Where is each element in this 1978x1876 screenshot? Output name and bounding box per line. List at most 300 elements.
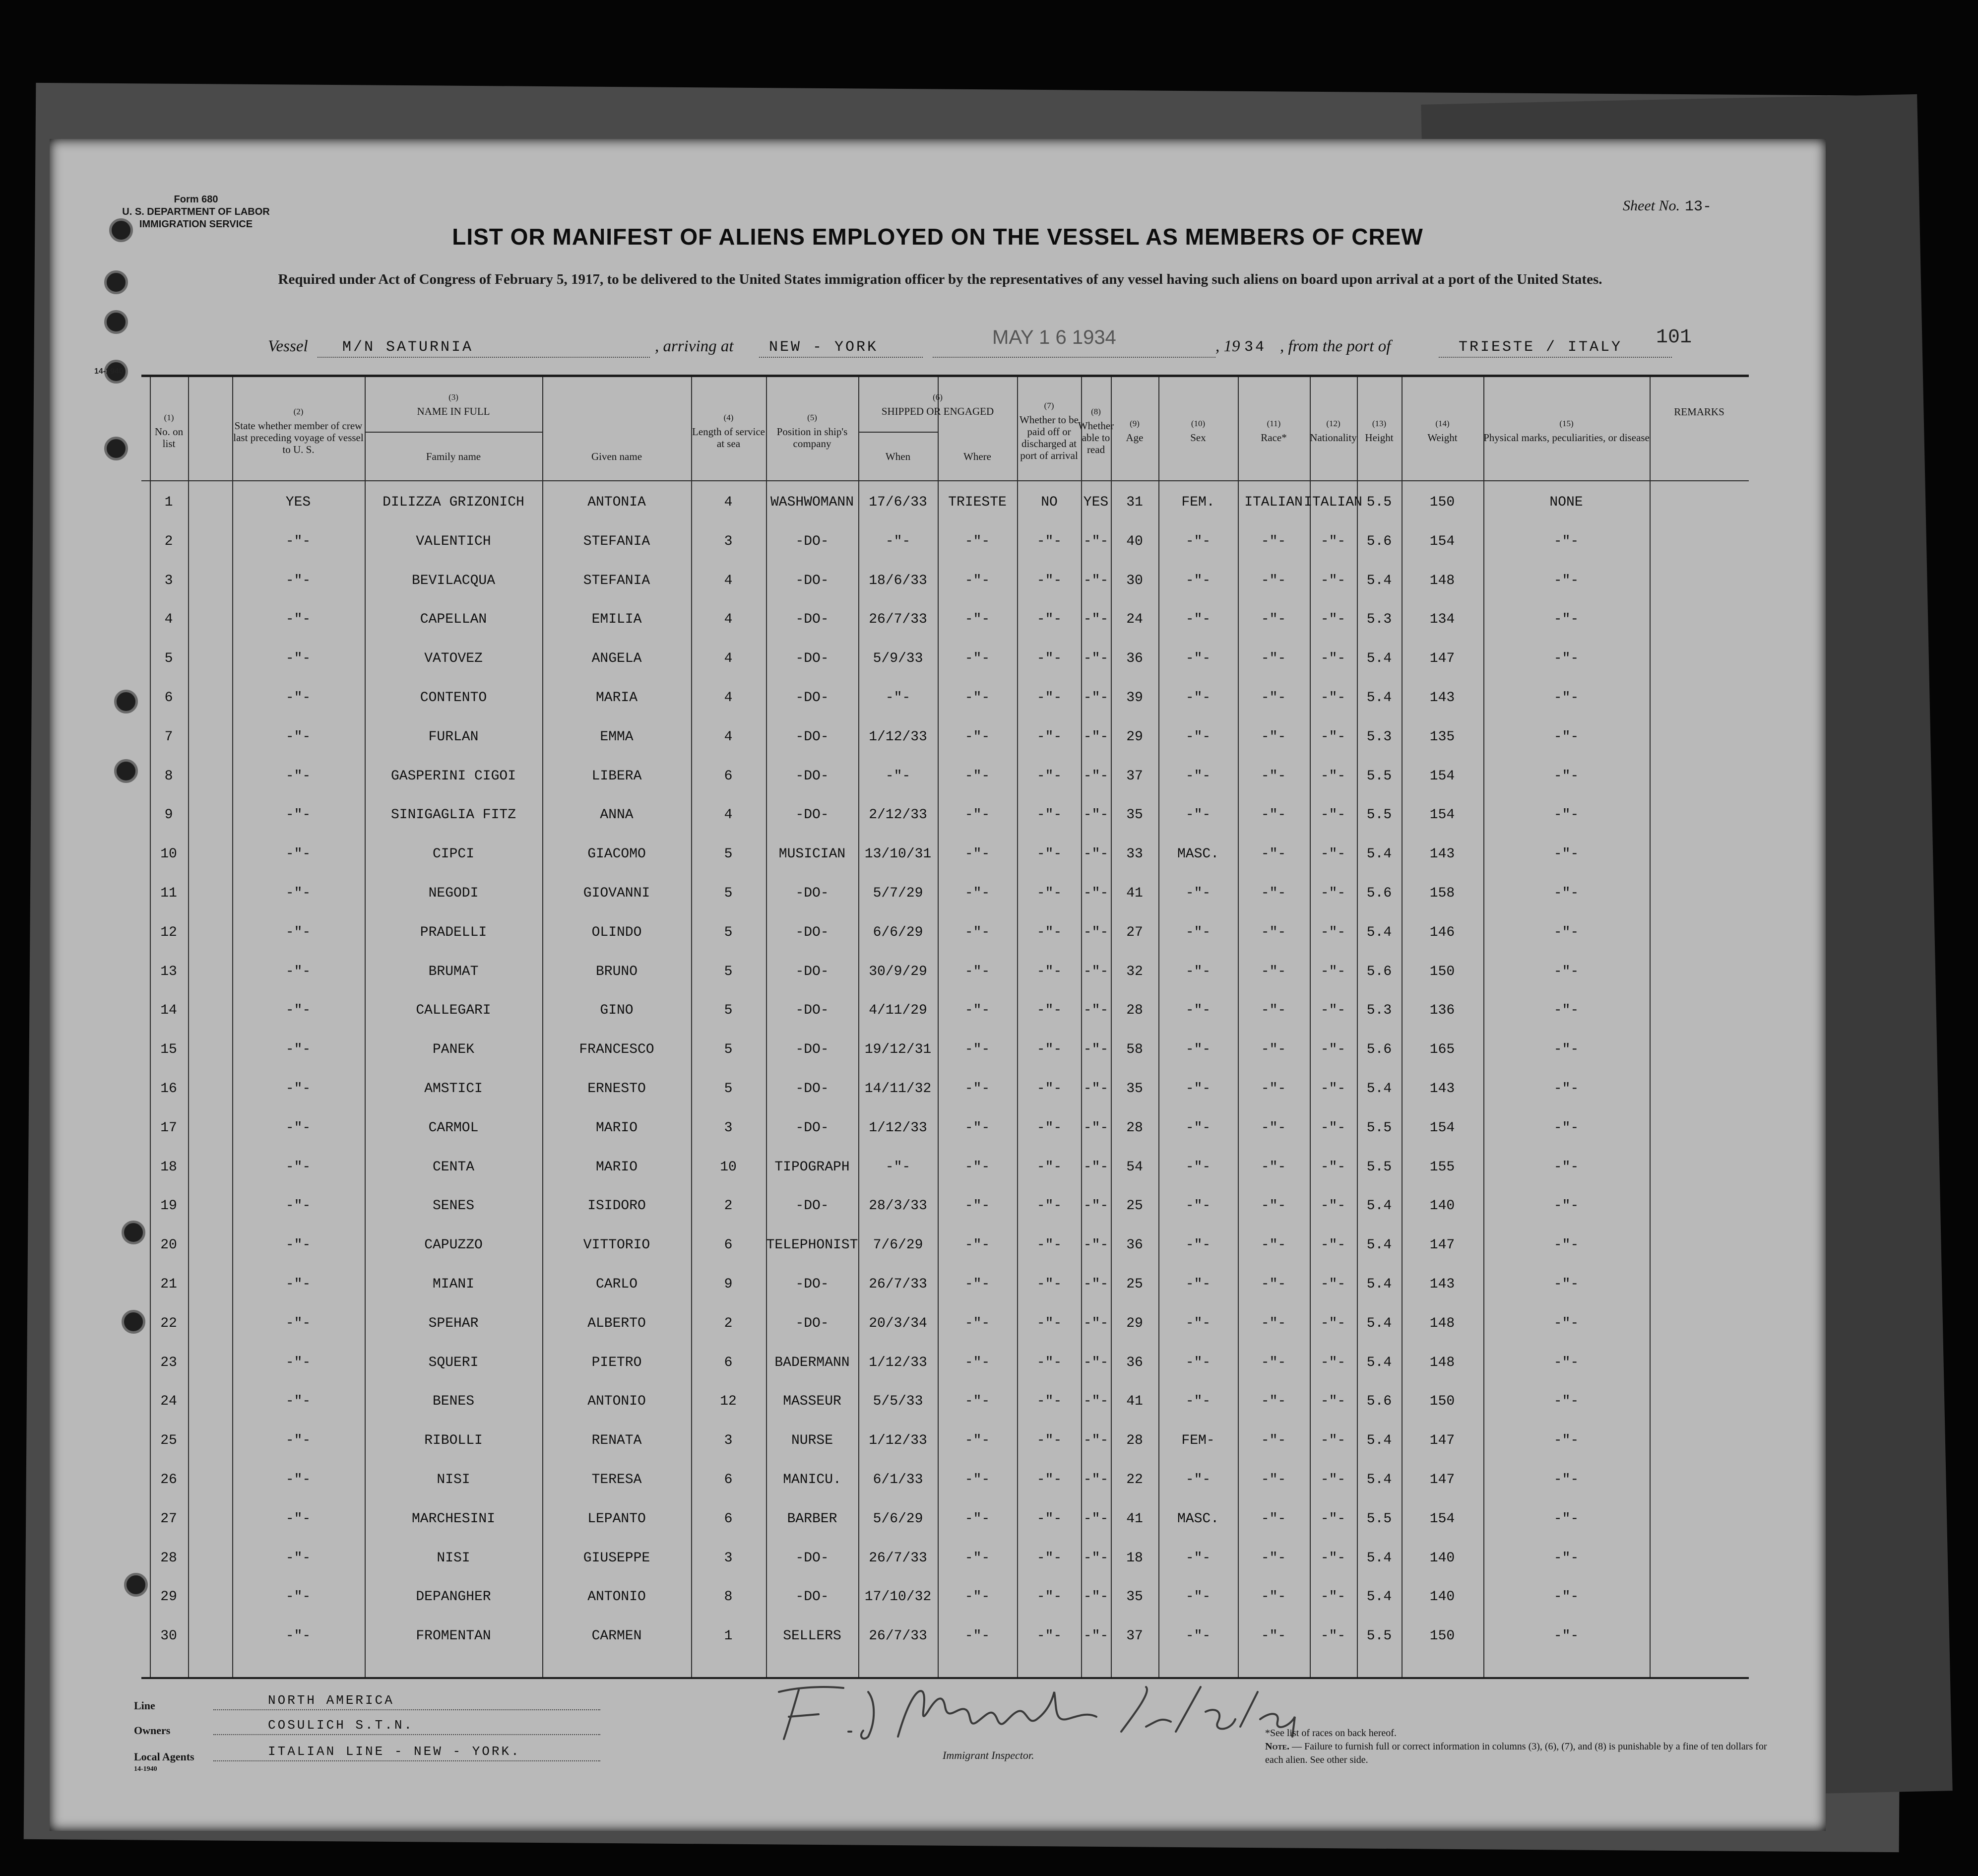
cell-weight: 154 — [1429, 768, 1455, 784]
arriving-port: NEW - YORK — [769, 339, 879, 356]
cell-length-of-service: 3 — [724, 1120, 733, 1136]
table-row — [141, 1187, 1749, 1226]
cell-given-name: ERNESTO — [587, 1081, 646, 1097]
cell-previous-voyage: -"- — [285, 1511, 311, 1527]
cell-nationality: -"- — [1320, 1277, 1346, 1292]
cell-age: 30 — [1126, 573, 1143, 588]
cell-physical-marks: -"- — [1553, 964, 1579, 979]
cell-shipped-when: 1/12/33 — [869, 1355, 927, 1370]
header-physical-marks: (15) Physical marks, peculiarities, or disease — [1483, 418, 1650, 444]
cell-paid-off: -"- — [1036, 612, 1062, 628]
cell-length-of-service: 4 — [724, 651, 733, 667]
header-height: (13) Height — [1365, 418, 1394, 444]
cell-weight: 150 — [1429, 495, 1455, 510]
cell-height: 5.6 — [1366, 886, 1392, 901]
cell-family-name: FROMENTAN — [416, 1628, 491, 1644]
cell-family-name: CARMOL — [428, 1120, 479, 1136]
cell-sex: -"- — [1185, 1628, 1211, 1644]
cell-height: 5.4 — [1366, 651, 1392, 667]
cell-height: 5.3 — [1366, 1003, 1392, 1019]
cell-length-of-service: 5 — [724, 1081, 733, 1097]
cell-sex: -"- — [1185, 886, 1211, 901]
cell-given-name: ANNA — [600, 807, 634, 823]
agents-label: Local Agents — [134, 1750, 194, 1763]
cell-physical-marks: -"- — [1553, 573, 1579, 588]
note-text: — Failure to furnish full or correct information in columns (3), (6), (7), and (8) is punishable by a fine of ten dollars for each alien. See other side. — [1265, 1741, 1767, 1765]
table-row — [141, 796, 1749, 835]
cell-previous-voyage: -"- — [285, 729, 311, 745]
cell-shipped-where: -"- — [964, 1159, 990, 1175]
table-row — [141, 1383, 1749, 1422]
cell-row-number: 27 — [160, 1511, 177, 1527]
from-port-label: , from the port of — [1280, 337, 1391, 355]
table-row — [141, 836, 1749, 874]
cell-physical-marks: -"- — [1553, 1120, 1579, 1136]
cell-shipped-where: -"- — [964, 1003, 990, 1019]
cell-weight: 148 — [1429, 573, 1455, 588]
cell-physical-marks: -"- — [1553, 651, 1579, 667]
cell-able-to-read: -"- — [1083, 1511, 1109, 1527]
year-prefix: , 19 — [1215, 337, 1240, 355]
header-given-name: Given name — [591, 451, 642, 462]
cell-able-to-read: -"- — [1083, 924, 1109, 940]
cell-age: 41 — [1126, 886, 1143, 901]
table-row — [141, 562, 1749, 601]
form-code: 14-1940 — [94, 367, 124, 376]
cell-sex: -"- — [1185, 1081, 1211, 1097]
table-row — [141, 1540, 1749, 1578]
cell-family-name: VATOVEZ — [424, 651, 483, 667]
cell-race: -"- — [1261, 612, 1286, 628]
cell-sex: FEM- — [1181, 1433, 1215, 1449]
cell-shipped-where: -"- — [964, 651, 990, 667]
cell-physical-marks: -"- — [1553, 1550, 1579, 1566]
cell-weight: 155 — [1429, 1159, 1455, 1175]
cell-family-name: NEGODI — [428, 886, 479, 901]
cell-row-number: 3 — [164, 573, 173, 588]
cell-able-to-read: -"- — [1083, 533, 1109, 549]
cell-race: -"- — [1261, 768, 1286, 784]
cell-age: 29 — [1126, 729, 1143, 745]
cell-age: 36 — [1126, 651, 1143, 667]
cell-age: 18 — [1126, 1550, 1143, 1566]
cell-length-of-service: 6 — [724, 1355, 733, 1370]
cell-row-number: 15 — [160, 1042, 177, 1058]
cell-shipped-when: 5/5/33 — [873, 1394, 923, 1410]
cell-age: 35 — [1126, 1081, 1143, 1097]
cell-sex: -"- — [1185, 1120, 1211, 1136]
cell-length-of-service: 4 — [724, 807, 733, 823]
cell-shipped-where: -"- — [964, 1511, 990, 1527]
service-name: IMMIGRATION SERVICE — [139, 219, 253, 230]
cell-length-of-service: 10 — [720, 1159, 737, 1175]
cell-shipped-where: -"- — [964, 1472, 990, 1488]
form-number: Form 680 — [174, 194, 218, 205]
cell-length-of-service: 4 — [724, 573, 733, 588]
cell-paid-off: -"- — [1036, 1277, 1062, 1292]
cell-sex: -"- — [1185, 768, 1211, 784]
cell-nationality: -"- — [1320, 1159, 1346, 1175]
cell-height: 5.4 — [1366, 1277, 1392, 1292]
cell-row-number: 6 — [164, 690, 173, 706]
cell-shipped-when: 18/6/33 — [869, 573, 927, 588]
cell-race: -"- — [1261, 1003, 1286, 1019]
cell-height: 5.4 — [1366, 690, 1392, 706]
table-row — [141, 1305, 1749, 1344]
cell-nationality: -"- — [1320, 964, 1346, 979]
cell-row-number: 8 — [164, 768, 173, 784]
table-row — [141, 1617, 1749, 1656]
cell-height: 5.5 — [1366, 1120, 1392, 1136]
cell-age: 54 — [1126, 1159, 1143, 1175]
cell-shipped-where: -"- — [964, 924, 990, 940]
cell-physical-marks: -"- — [1553, 886, 1579, 901]
cell-shipped-where: TRIESTE — [948, 495, 1007, 510]
year-value: 34 — [1244, 339, 1267, 356]
cell-shipped-when: 6/1/33 — [873, 1472, 923, 1488]
cell-race: -"- — [1261, 1628, 1286, 1644]
department-name: U. S. DEPARTMENT OF LABOR — [122, 206, 270, 217]
cell-position: NURSE — [791, 1433, 833, 1449]
cell-previous-voyage: -"- — [285, 1120, 311, 1136]
cell-physical-marks: -"- — [1553, 1042, 1579, 1058]
cell-nationality: -"- — [1320, 533, 1346, 549]
cell-given-name: EMMA — [600, 729, 634, 745]
cell-race: -"- — [1261, 729, 1286, 745]
cell-previous-voyage: YES — [285, 495, 311, 510]
cell-position: -DO- — [795, 924, 829, 940]
cell-physical-marks: -"- — [1553, 1237, 1579, 1253]
cell-position: MUSICIAN — [778, 846, 846, 862]
cell-nationality: -"- — [1320, 1550, 1346, 1566]
cell-previous-voyage: -"- — [285, 768, 311, 784]
table-row — [141, 1461, 1749, 1500]
cell-family-name: SENES — [432, 1198, 475, 1214]
cell-able-to-read: -"- — [1083, 1277, 1109, 1292]
cell-nationality: -"- — [1320, 1355, 1346, 1370]
manifest-header — [50, 139, 1826, 376]
cell-age: 33 — [1126, 846, 1143, 862]
cell-shipped-where: -"- — [964, 1081, 990, 1097]
owners-value: COSULICH S.T.N. — [268, 1718, 414, 1733]
cell-family-name: AMSTICI — [424, 1081, 483, 1097]
cell-nationality: -"- — [1320, 729, 1346, 745]
cell-shipped-when: 7/6/29 — [873, 1237, 923, 1253]
cell-position: MANICU. — [783, 1472, 841, 1488]
cell-weight: 148 — [1429, 1355, 1455, 1370]
cell-paid-off: -"- — [1036, 1589, 1062, 1605]
cell-race: ITALIAN — [1244, 495, 1303, 510]
cell-nationality: -"- — [1320, 1120, 1346, 1136]
cell-length-of-service: 3 — [724, 533, 733, 549]
cell-shipped-where: -"- — [964, 690, 990, 706]
cell-given-name: LIBERA — [591, 768, 642, 784]
cell-family-name: CAPUZZO — [424, 1237, 483, 1253]
cell-position: TELEPHONIST — [766, 1237, 858, 1253]
cell-given-name: STEFANIA — [583, 533, 650, 549]
cell-family-name: VALENTICH — [416, 533, 491, 549]
cell-previous-voyage: -"- — [285, 807, 311, 823]
cell-shipped-when: 1/12/33 — [869, 1120, 927, 1136]
cell-shipped-when: -"- — [885, 1159, 911, 1175]
cell-position: -DO- — [795, 1081, 829, 1097]
cell-length-of-service: 5 — [724, 846, 733, 862]
cell-row-number: 9 — [164, 807, 173, 823]
cell-row-number: 23 — [160, 1355, 177, 1370]
cell-weight: 154 — [1429, 1511, 1455, 1527]
cell-race: -"- — [1261, 846, 1286, 862]
cell-family-name: BENES — [432, 1394, 475, 1410]
cell-race: -"- — [1261, 1159, 1286, 1175]
cell-given-name: MARIO — [595, 1120, 638, 1136]
cell-paid-off: -"- — [1036, 1550, 1062, 1566]
table-row — [141, 718, 1749, 757]
cell-weight: 165 — [1429, 1042, 1455, 1058]
cell-height: 5.5 — [1366, 1511, 1392, 1527]
cell-height: 5.5 — [1366, 807, 1392, 823]
header-no-on-list: (1) No. on list — [154, 412, 184, 450]
table-row — [141, 1422, 1749, 1461]
cell-family-name: BEVILACQUA — [411, 573, 496, 588]
cell-length-of-service: 1 — [724, 1628, 733, 1644]
note-label: Note. — [1265, 1741, 1290, 1752]
races-note: *See list of races on back hereof. — [1265, 1728, 1397, 1739]
cell-position: -DO- — [795, 886, 829, 901]
crew-manifest-table — [141, 375, 1749, 1679]
cell-physical-marks: -"- — [1553, 1394, 1579, 1410]
cell-race: -"- — [1261, 964, 1286, 979]
cell-previous-voyage: -"- — [285, 1433, 311, 1449]
cell-race: -"- — [1261, 1433, 1286, 1449]
cell-shipped-where: -"- — [964, 533, 990, 549]
cell-length-of-service: 5 — [724, 924, 733, 940]
cell-given-name: GINO — [600, 1003, 634, 1019]
cell-nationality: -"- — [1320, 1472, 1346, 1488]
cell-shipped-where: -"- — [964, 1277, 990, 1292]
cell-family-name: NISI — [437, 1550, 470, 1566]
cell-sex: MASC. — [1177, 846, 1219, 862]
cell-age: 37 — [1126, 1628, 1143, 1644]
cell-family-name: CALLEGARI — [416, 1003, 491, 1019]
cell-age: 41 — [1126, 1511, 1143, 1527]
cell-weight: 150 — [1429, 1394, 1455, 1410]
manifest-page — [50, 139, 1826, 1831]
agents-value: ITALIAN LINE - NEW - YORK. — [268, 1744, 521, 1759]
cell-paid-off: -"- — [1036, 1472, 1062, 1488]
cell-shipped-when: 4/11/29 — [869, 1003, 927, 1019]
cell-height: 5.5 — [1366, 495, 1392, 510]
cell-position: -DO- — [795, 1550, 829, 1566]
cell-age: 41 — [1126, 1394, 1143, 1410]
cell-height: 5.6 — [1366, 964, 1392, 979]
cell-shipped-where: -"- — [964, 1120, 990, 1136]
cell-age: 22 — [1126, 1472, 1143, 1488]
cell-paid-off: -"- — [1036, 886, 1062, 901]
cell-given-name: ISIDORO — [587, 1198, 646, 1214]
cell-row-number: 19 — [160, 1198, 177, 1214]
cell-paid-off: -"- — [1036, 729, 1062, 745]
cell-shipped-where: -"- — [964, 846, 990, 862]
cell-previous-voyage: -"- — [285, 690, 311, 706]
header-where: Where — [963, 451, 991, 462]
cell-row-number: 7 — [164, 729, 173, 745]
cell-length-of-service: 3 — [724, 1550, 733, 1566]
cell-paid-off: -"- — [1036, 964, 1062, 979]
cell-sex: -"- — [1185, 533, 1211, 549]
cell-given-name: ANGELA — [591, 651, 642, 667]
cell-family-name: DEPANGHER — [416, 1589, 491, 1605]
cell-height: 5.3 — [1366, 612, 1392, 628]
cell-shipped-where: -"- — [964, 1355, 990, 1370]
cell-age: 28 — [1126, 1003, 1143, 1019]
cell-row-number: 1 — [164, 495, 173, 510]
cell-length-of-service: 4 — [724, 690, 733, 706]
cell-shipped-when: 14/11/32 — [864, 1081, 932, 1097]
cell-sex: -"- — [1185, 924, 1211, 940]
cell-nationality: -"- — [1320, 1198, 1346, 1214]
cell-nationality: -"- — [1320, 1511, 1346, 1527]
cell-nationality: -"- — [1320, 690, 1346, 706]
cell-able-to-read: -"- — [1083, 573, 1109, 588]
header-shipped-or-engaged: (6) SHIPPED OR ENGAGED — [881, 392, 994, 417]
cell-row-number: 14 — [160, 1003, 177, 1019]
cell-paid-off: -"- — [1036, 1003, 1062, 1019]
cell-row-number: 18 — [160, 1159, 177, 1175]
cell-weight: 154 — [1429, 533, 1455, 549]
cell-age: 39 — [1126, 690, 1143, 706]
cell-previous-voyage: -"- — [285, 1550, 311, 1566]
cell-family-name: MIANI — [432, 1277, 475, 1292]
page-subtitle: Required under Act of Congress of February 5, 1917, to be delivered to the United States immigration officer by the representatives of any vessel having such aliens on board upon arrival at a port of the United States. — [278, 271, 1602, 287]
cell-shipped-when: 5/6/29 — [873, 1511, 923, 1527]
header-race: (11) Race* — [1261, 418, 1287, 444]
cell-shipped-where: -"- — [964, 1589, 990, 1605]
cell-race: -"- — [1261, 1394, 1286, 1410]
cell-sex: -"- — [1185, 807, 1211, 823]
cell-previous-voyage: -"- — [285, 1159, 311, 1175]
cell-position: -DO- — [795, 651, 829, 667]
cell-shipped-where: -"- — [964, 1550, 990, 1566]
cell-shipped-where: -"- — [964, 612, 990, 628]
cell-paid-off: -"- — [1036, 768, 1062, 784]
cell-given-name: EMILIA — [591, 612, 642, 628]
cell-family-name: RIBOLLI — [424, 1433, 483, 1449]
cell-age: 28 — [1126, 1120, 1143, 1136]
cell-physical-marks: -"- — [1553, 807, 1579, 823]
cell-row-number: 24 — [160, 1394, 177, 1410]
cell-nationality: -"- — [1320, 846, 1346, 862]
cell-shipped-where: -"- — [964, 1315, 990, 1331]
cell-given-name: VITTORIO — [583, 1237, 650, 1253]
cell-shipped-where: -"- — [964, 1394, 990, 1410]
cell-weight: 143 — [1429, 846, 1455, 862]
cell-able-to-read: -"- — [1083, 768, 1109, 784]
cell-paid-off: -"- — [1036, 1511, 1062, 1527]
cell-length-of-service: 2 — [724, 1198, 733, 1214]
cell-position: -DO- — [795, 1315, 829, 1331]
header-position: (5) Position in ship's company — [776, 412, 848, 450]
table-row — [141, 1578, 1749, 1617]
cell-weight: 154 — [1429, 1120, 1455, 1136]
cell-race: -"- — [1261, 1120, 1286, 1136]
header-name-in-full: (3) NAME IN FULL — [417, 392, 490, 417]
cell-previous-voyage: -"- — [285, 1237, 311, 1253]
cell-length-of-service: 6 — [724, 1472, 733, 1488]
cell-able-to-read: -"- — [1083, 1394, 1109, 1410]
cell-shipped-when: 28/3/33 — [869, 1198, 927, 1214]
cell-row-number: 25 — [160, 1433, 177, 1449]
cell-family-name: SQUERI — [428, 1355, 479, 1370]
cell-family-name: PRADELLI — [420, 924, 487, 940]
cell-able-to-read: -"- — [1083, 886, 1109, 901]
cell-paid-off: -"- — [1036, 1394, 1062, 1410]
cell-position: -DO- — [795, 729, 829, 745]
page-number: 101 — [1656, 326, 1692, 349]
cell-age: 25 — [1126, 1277, 1143, 1292]
cell-height: 5.4 — [1366, 1589, 1392, 1605]
sheet-label: Sheet No. — [1623, 197, 1680, 214]
cell-previous-voyage: -"- — [285, 886, 311, 901]
cell-length-of-service: 5 — [724, 1003, 733, 1019]
cell-nationality: -"- — [1320, 886, 1346, 901]
cell-weight: 147 — [1429, 1472, 1455, 1488]
cell-given-name: FRANCESCO — [579, 1042, 654, 1058]
cell-shipped-where: -"- — [964, 1628, 990, 1644]
cell-row-number: 26 — [160, 1472, 177, 1488]
cell-previous-voyage: -"- — [285, 1394, 311, 1410]
cell-nationality: -"- — [1320, 924, 1346, 940]
cell-previous-voyage: -"- — [285, 846, 311, 862]
table-row — [141, 484, 1749, 522]
cell-age: 25 — [1126, 1198, 1143, 1214]
cell-age: 35 — [1126, 807, 1143, 823]
punch-hole — [104, 437, 128, 460]
cell-position: -DO- — [795, 573, 829, 588]
cell-weight: 146 — [1429, 924, 1455, 940]
cell-row-number: 28 — [160, 1550, 177, 1566]
cell-family-name: PANEK — [432, 1042, 475, 1058]
table-row — [141, 875, 1749, 913]
cell-sex: -"- — [1185, 1159, 1211, 1175]
cell-physical-marks: -"- — [1553, 1589, 1579, 1605]
cell-previous-voyage: -"- — [285, 924, 311, 940]
cell-shipped-where: -"- — [964, 964, 990, 979]
cell-nationality: -"- — [1320, 573, 1346, 588]
cell-length-of-service: 12 — [720, 1394, 737, 1410]
cell-length-of-service: 6 — [724, 1511, 733, 1527]
cell-row-number: 13 — [160, 964, 177, 979]
header-sex: (10) Sex — [1190, 418, 1206, 444]
cell-given-name: GIOVANNI — [583, 886, 650, 901]
cell-previous-voyage: -"- — [285, 533, 311, 549]
cell-given-name: ANTONIA — [587, 495, 646, 510]
table-row — [141, 1070, 1749, 1109]
cell-row-number: 2 — [164, 533, 173, 549]
cell-given-name: MARIA — [595, 690, 638, 706]
cell-race: -"- — [1261, 1355, 1286, 1370]
cell-position: -DO- — [795, 690, 829, 706]
cell-physical-marks: -"- — [1553, 1081, 1579, 1097]
header-when: When — [885, 451, 911, 462]
cell-paid-off: -"- — [1036, 924, 1062, 940]
cell-given-name: STEFANIA — [583, 573, 650, 588]
cell-sex: FEM. — [1181, 495, 1215, 510]
cell-position: -DO- — [795, 807, 829, 823]
cell-given-name: ANTONIO — [587, 1394, 646, 1410]
cell-physical-marks: -"- — [1553, 1355, 1579, 1370]
header-nationality: (12) Nationality — [1310, 418, 1357, 444]
cell-shipped-when: 26/7/33 — [869, 1628, 927, 1644]
